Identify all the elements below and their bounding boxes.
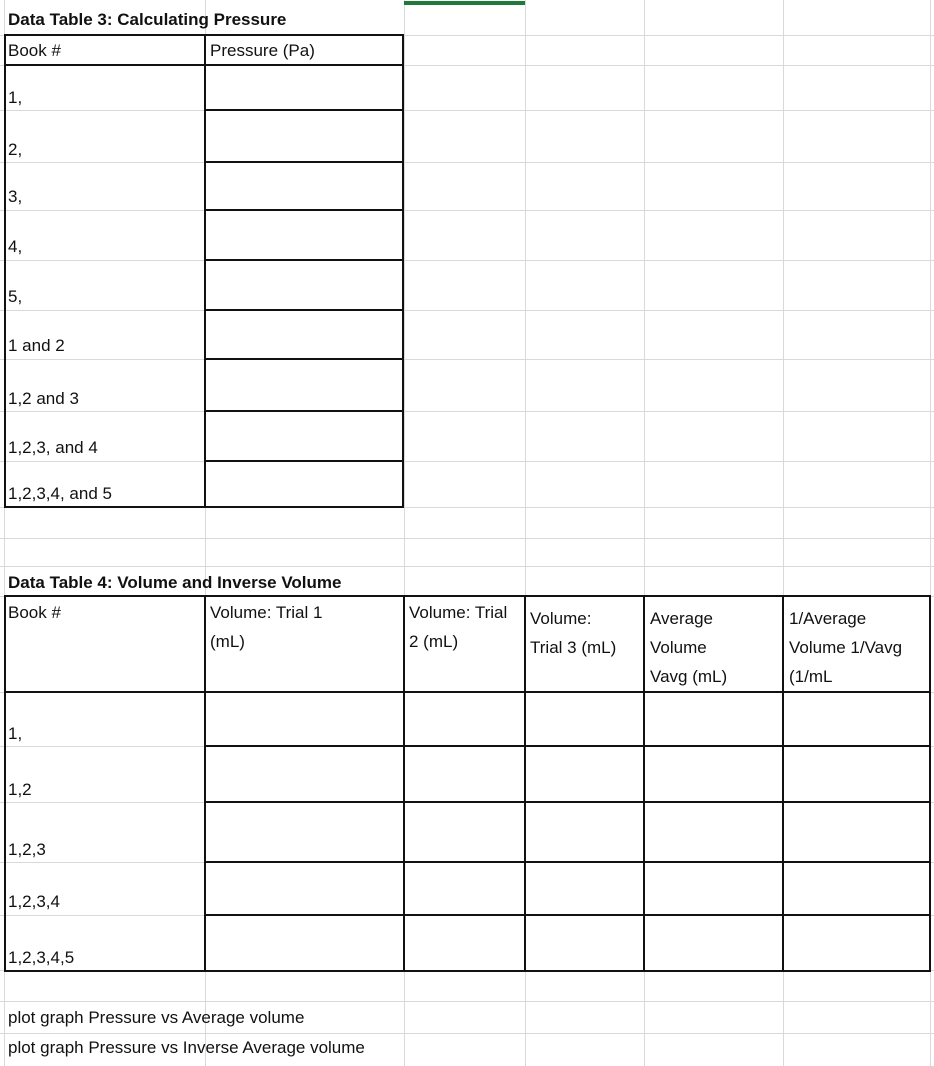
table4-data-cell[interactable]: [405, 693, 524, 745]
table3-title: Data Table 3: Calculating Pressure: [8, 10, 287, 29]
table4-data-cell[interactable]: [645, 747, 782, 801]
table3-row-label: 3,: [8, 187, 23, 206]
table3-header-pressure: Pressure (Pa): [210, 41, 315, 60]
table4-data-cell[interactable]: [206, 693, 403, 745]
table3-row-label: 1,2,3, and 4: [8, 438, 98, 457]
table4-data-cell[interactable]: [784, 863, 929, 914]
table4-data-cell[interactable]: [405, 916, 524, 970]
table4-data-cell[interactable]: [645, 863, 782, 914]
table4-data-cell[interactable]: [405, 747, 524, 801]
table4-data-cell[interactable]: [206, 916, 403, 970]
table3-pressure-cell[interactable]: [206, 111, 402, 161]
table4-data-cell[interactable]: [526, 803, 643, 861]
table3-row-label: 5,: [8, 287, 23, 306]
table4-data-cell[interactable]: [405, 803, 524, 861]
table4-row-label: 1,2,3: [8, 840, 46, 859]
table4-data-cell[interactable]: [784, 916, 929, 970]
table3-pressure-cell[interactable]: [206, 360, 402, 410]
table4-header-inverse-volume: 1/Average Volume 1/Vavg (1/mL: [789, 609, 903, 686]
table4-data-cell[interactable]: [645, 803, 782, 861]
table3-row-label: 1,2 and 3: [8, 389, 79, 408]
table4-header-average-volume: Average Volume Vavg (mL): [650, 609, 728, 686]
table4-data-cell[interactable]: [526, 863, 643, 914]
table3-pressure-cell[interactable]: [206, 261, 402, 309]
table4-data-cell[interactable]: [784, 693, 929, 745]
table4-data-cell[interactable]: [206, 803, 403, 861]
table3-row-label: 1,: [8, 88, 23, 107]
table4-data-cell[interactable]: [645, 916, 782, 970]
table4-data-cell[interactable]: [526, 916, 643, 970]
table3-row-label: 4,: [8, 237, 23, 256]
table4-row-label: 1,: [8, 724, 23, 743]
table4-row-label: 1,2,3,4,5: [8, 948, 75, 967]
table4-data-cell[interactable]: [405, 863, 524, 914]
table3-pressure-cell[interactable]: [206, 66, 402, 109]
table3-pressure-cell[interactable]: [206, 311, 402, 358]
table3-header-book: Book #: [8, 41, 61, 60]
table4-header-trial2: Volume: Trial 2 (mL): [409, 603, 508, 651]
selected-cell-indicator: [404, 1, 525, 5]
table3-row-label: 2,: [8, 140, 23, 159]
table4-data-cell[interactable]: [526, 693, 643, 745]
table4-header-trial3: Volume: Trial 3 (mL): [530, 609, 617, 657]
table4-data-cell[interactable]: [645, 693, 782, 745]
table3-pressure-cell[interactable]: [206, 211, 402, 259]
table4-data-cell[interactable]: [784, 803, 929, 861]
table4-data-cell[interactable]: [206, 747, 403, 801]
table3-row-label: 1,2,3,4, and 5: [8, 484, 112, 503]
table4-row-label: 1,2: [8, 780, 32, 799]
table4-data-cell[interactable]: [526, 747, 643, 801]
table3-row-label: 1 and 2: [8, 336, 65, 355]
table4-header-trial1: Volume: Trial 1 (mL): [210, 603, 323, 651]
table3-pressure-cell[interactable]: [206, 412, 402, 460]
table4-title: Data Table 4: Volume and Inverse Volume: [8, 573, 342, 592]
table4-data-cell[interactable]: [784, 747, 929, 801]
table4-data-cell[interactable]: [206, 863, 403, 914]
note-plot-average-volume: plot graph Pressure vs Average volume: [8, 1008, 305, 1027]
table3-pressure-cell[interactable]: [206, 462, 402, 506]
table3-pressure-cell[interactable]: [206, 163, 402, 209]
table4-row-label: 1,2,3,4: [8, 892, 60, 911]
note-plot-inverse-volume: plot graph Pressure vs Inverse Average volume: [8, 1038, 365, 1057]
table4-header-book: Book #: [8, 603, 61, 622]
